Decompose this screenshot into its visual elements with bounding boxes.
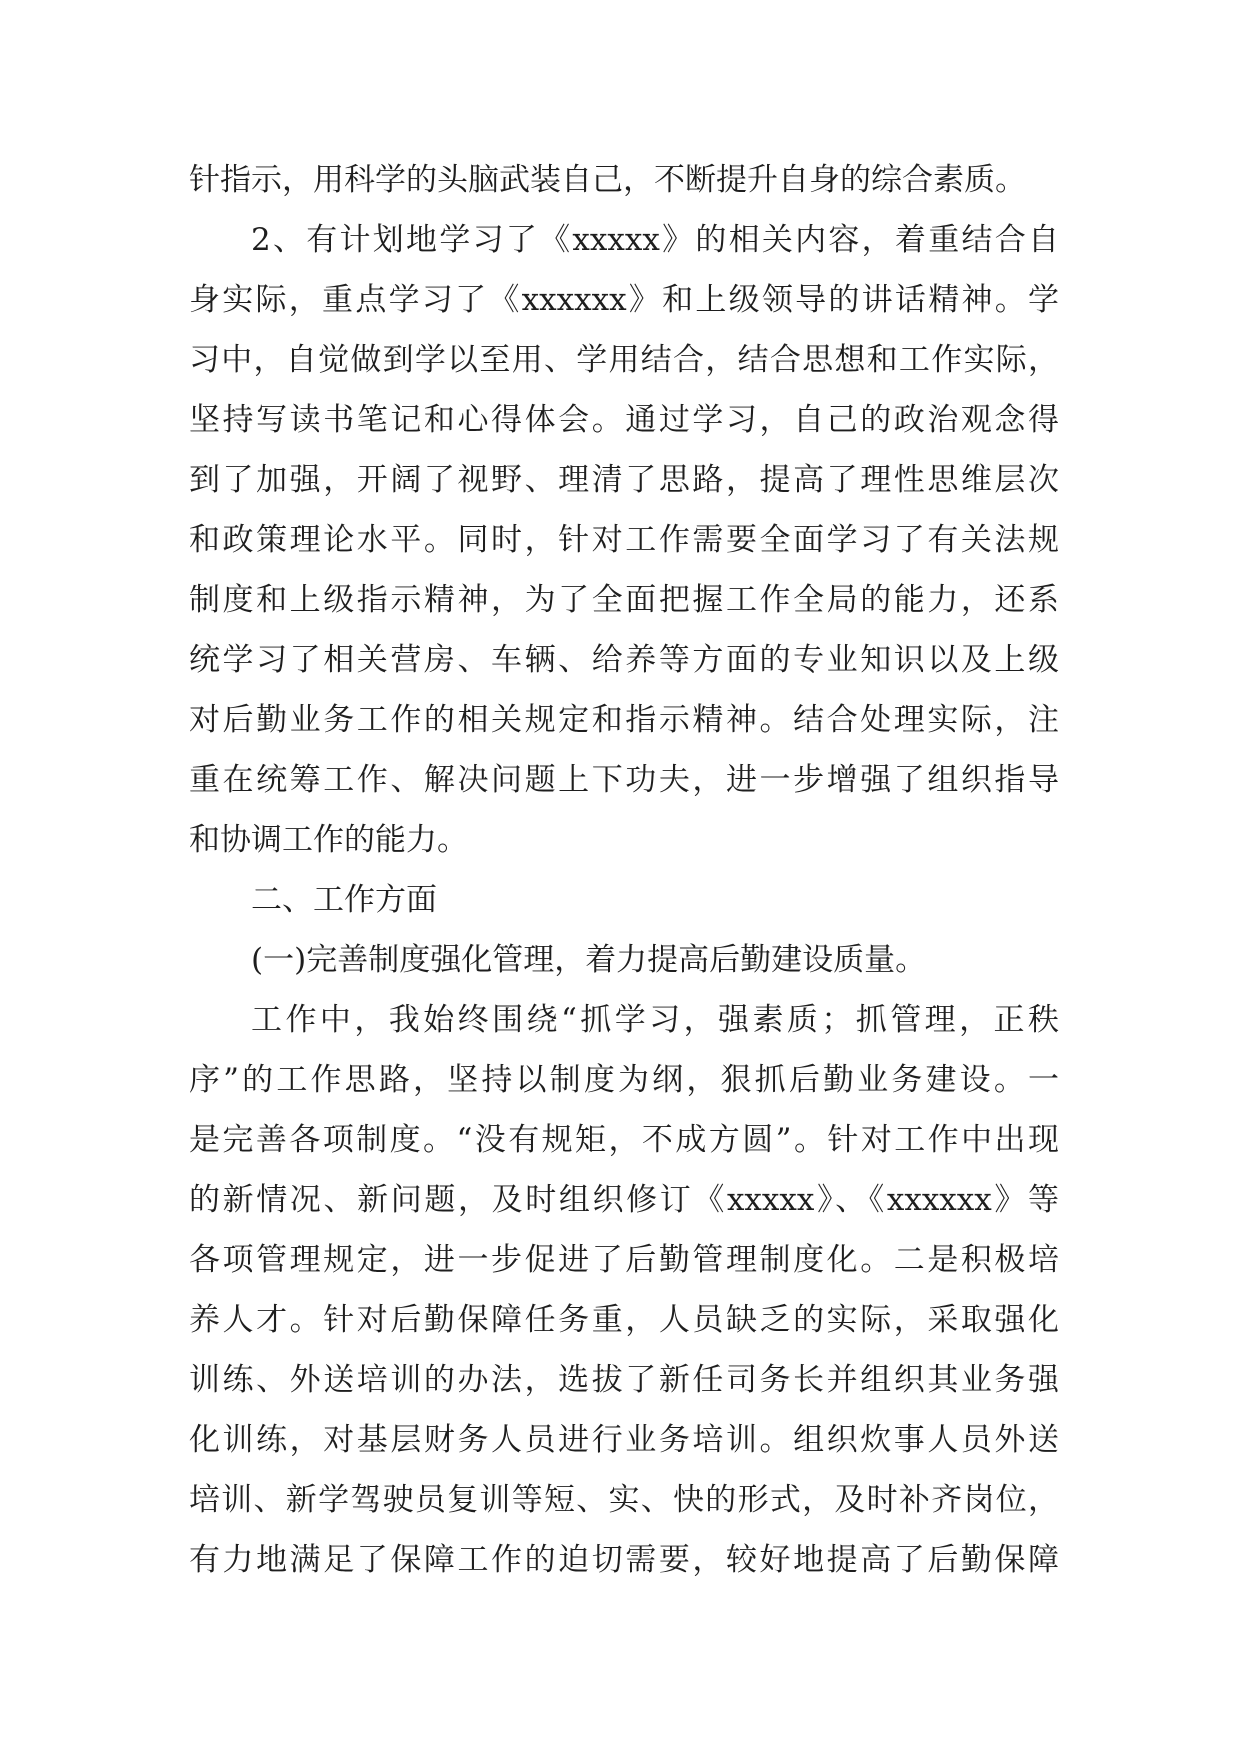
text-line: 坚持写读书笔记和心得体会。通过学习，自己的政治观念得 [189,402,1059,438]
text-line: 和政策理论水平。同时，针对工作需要全面学习了有关法规 [189,522,1059,558]
text-line: 训练、外送培训的办法，选拔了新任司务长并组织其业务强 [189,1362,1059,1398]
text-line: 和协调工作的能力。 [189,822,468,858]
text-line: (一)完善制度强化管理，着力提高后勤建设质量。 [251,942,927,978]
text-line: 习中，自觉做到学以至用、学用结合，结合思想和工作实际， [189,342,1059,378]
text-line: 对后勤业务工作的相关规定和指示精神。结合处理实际，注 [189,702,1059,738]
text-line: 制度和上级指示精神，为了全面把握工作全局的能力，还系 [189,582,1059,618]
text-line: 工作中，我始终围绕“抓学习，强素质；抓管理，正秩 [251,1002,1059,1038]
text-line: 重在统筹工作、解决问题上下功夫，进一步增强了组织指导 [189,762,1059,798]
text-line: 到了加强，开阔了视野、理清了思路，提高了理性思维层次 [189,462,1059,498]
text-line: 针指示，用科学的头脑武装自己，不断提升自身的综合素质。 [189,162,1026,198]
text-line: 统学习了相关营房、车辆、给养等方面的专业知识以及上级 [189,642,1059,678]
text-line: 有力地满足了保障工作的迫切需要，较好地提高了后勤保障 [189,1542,1059,1578]
text-line: 养人才。针对后勤保障任务重，人员缺乏的实际，采取强化 [189,1302,1059,1338]
text-line: 的新情况、新问题，及时组织修订《xxxxx》、《xxxxxx》等 [189,1182,1059,1218]
text-line: 二、工作方面 [251,882,437,918]
text-line: 是完善各项制度。“没有规矩，不成方圆”。针对工作中出现 [189,1122,1059,1158]
document-body [189,150,1059,1590]
text-line: 身实际，重点学习了《xxxxxx》和上级领导的讲话精神。学 [189,282,1059,318]
text-line: 序”的工作思路，坚持以制度为纲，狠抓后勤业务建设。一 [189,1062,1059,1098]
text-line: 各项管理规定，进一步促进了后勤管理制度化。二是积极培 [189,1242,1059,1278]
text-line: 2、有计划地学习了《xxxxx》的相关内容，着重结合自 [251,222,1059,258]
text-line: 化训练，对基层财务人员进行业务培训。组织炊事人员外送 [189,1422,1059,1458]
text-line: 培训、新学驾驶员复训等短、实、快的形式，及时补齐岗位， [189,1482,1059,1518]
